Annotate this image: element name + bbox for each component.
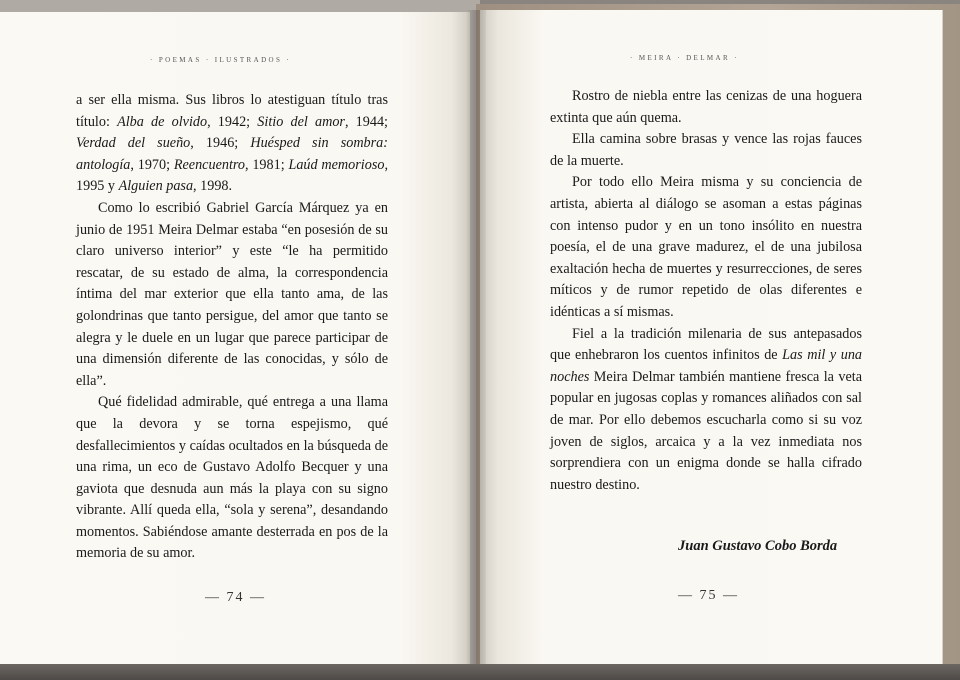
left-page: [0, 12, 470, 664]
right-paragraph-2: Ella camina sobre brasas y vence las rojas fauces de la muerte.: [550, 131, 862, 169]
author-signature: Juan Gustavo Cobo Borda: [678, 538, 838, 554]
book-gutter: [466, 10, 486, 664]
running-head-right: · MEIRA · DELMAR ·: [630, 54, 739, 62]
page-number-left: — 74 —: [205, 590, 266, 605]
right-page-body: [550, 86, 862, 496]
left-page-body: [76, 90, 388, 565]
right-paragraph-1: Rostro de niebla entre las cenizas de una hoguera extinta que aún quema.: [550, 88, 862, 126]
running-head-left: · POEMAS · ILUSTRADOS ·: [150, 56, 292, 64]
left-paragraph-3: Qué fidelidad admirable, qué entrega a una llama que la devora y se torna espejismo, qué desfallecimientos y caídas ocultados en la búsqueda de una rima, un eco de Gustavo Adolfo Becquer y una gaviota que desnuda aun más la playa con su signo vibrante. Allí queda ella, “sola y serena”, desandando momentos. Sabiéndose amante desterrada en pos de la memoria de su amor.: [76, 394, 388, 562]
left-paragraph-1: a ser ella misma. Sus libros lo atestiguan título tras título: Alba de olvido, 1942; Sitio del amor, 1944; Verdad del sueño, 1946; Huésped sin sombra: antología, 1970; Reencuentro, 1981; Laúd memorioso, 1995 y Alguien pasa, 1998.: [76, 92, 388, 195]
right-paragraph-4: Fiel a la tradición milenaria de sus antepasados que enhebraron los cuentos infinitos de Las mil y una noches Meira Delmar también mantiene fresca la veta popular en jugosas coplas y romances aliñados con sal de mar. Por ello debemos escucharla como si su voz joven de siglos, arcaica y a la vez inmediata nos sorprendiera con un enigma donde se halla cifrado nuestro destino.: [550, 325, 863, 493]
page-number-right: — 75 —: [678, 588, 739, 603]
right-paragraph-3: Por todo ello Meira misma y su conciencia de artista, abierta al diálogo se asoman a estas páginas con intenso pudor y en un tono insólito en nuestra poesía, el de una grave madurez, el de una jubilosa exaltación hecha de muertes y resurrecciones, de seres míticos y de rumor repetido de olas diferentes e idénticas a sí mismas.: [550, 174, 862, 320]
book-board-edge: [0, 664, 960, 680]
left-paragraph-2: Como lo escribió Gabriel García Márquez ya en junio de 1951 Meira Delmar estaba “en posesión de su claro universo interior” y este “le ha permitido rescatar, de su estado de alma, la correspondencia íntima del mar exterior que ella tanto ama, de las golondrinas que tanto persigue, del amor que tanto se alegra y le duele en un lugar que parece participar de una dimensión diferente de las conocidas, y sólo de ella”.: [76, 199, 388, 389]
right-page: [480, 10, 943, 664]
